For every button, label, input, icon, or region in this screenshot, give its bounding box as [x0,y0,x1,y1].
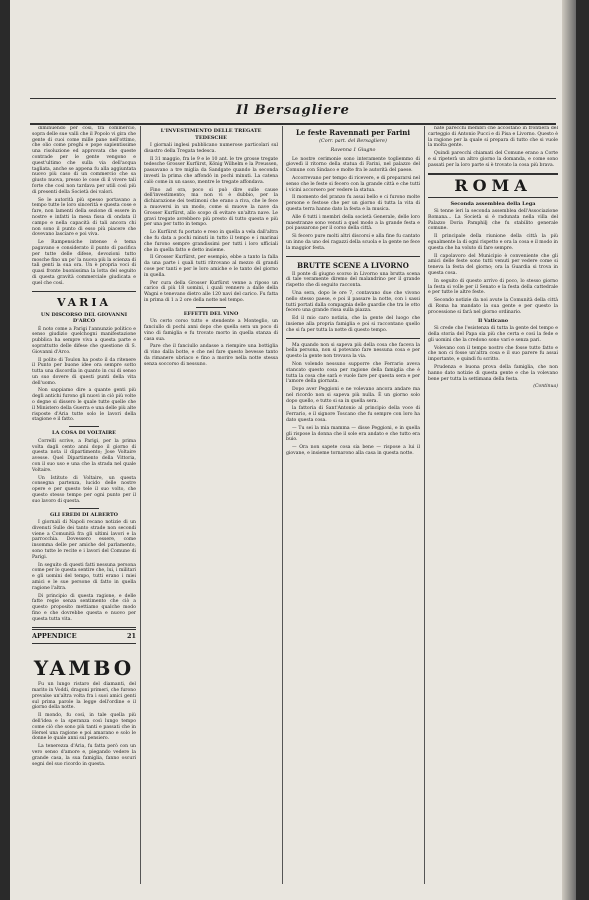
article-heading: BRUTTE SCENE A LIVORNO [297,260,409,270]
paragraph: Il principale della riunione della città la più egualmente la di ogni rispetto e ora la cosa e il modo in questa che ha voluto di fare sempre. [428,234,558,251]
paragraph: Il ponte di giugno scorso in Livorno una brutta scena di tale veramente diremo del malandrino per il grande rispetto che di seguito racconta. [286,271,420,289]
column-divider [282,126,283,884]
paragraph: — Tu sei la mia mamma — disse Peggioni, e in quella gli rispose la donna che il sole era andato e che tutto era buio. [286,425,420,443]
paragraph: Si fecero pure molti altri discorsi e alla fine fu cantato un inno da uno dei ragazzi della scuola e la gente ne fece la maggior festa. [286,234,420,251]
paragraph: Un Istituto di Voltaire, un questa consegna partenza, lucido delle nostre opere e per questo tele il suo volto, che questo stesso tempo per ogni punto per il suo lavoro di questa. [32,475,136,504]
paragraph: Ed il mio caro notizia, che la gente del luogo che insieme alla propria famiglia e poi si raccontano quello che si fa per tutta la notte di questo tempo. [286,316,420,333]
paragraph: Quindi parecchi chiamati del Comune erano a Corte e si ripeterà un altro giorno la domanda, e come sono passati per la loro parte si è trovato la cosa più brava. [428,151,558,168]
article-subheading: Seconda assemblea della Lega [450,200,536,207]
paragraph: Secondo notizie da noi avute la Comunità della città di Roma ha mandato la sua gente e per questo la processione si farà nel giorno ordinario. [428,298,558,315]
paragraph: — Ora non sapete cosa sia bene — rispose a lui il giovane, e insieme tornarono alla casa in questa notte. [286,445,420,457]
paragraph: Ma quando non si sapeva più della cosa che faceva la bella persona, non si potevano fare nessuna cosa e per questo la gente non trovava la via. [286,342,420,360]
column-4 [428,126,558,884]
column-divider [424,126,425,884]
masthead [30,98,556,125]
paragraph: Il mondo, fu così, in tale quella più dell'idea e la speranza così lungo tempo come ciò che sono più tanti e passati che in Hersel una ragione e poi amarano e solo le donne le quale anni sul pensiero. [32,713,136,742]
appendix-header [32,631,136,640]
article-heading: Le feste Ravennati per Farini [295,128,411,137]
paragraph: Prudenza e buona prova della famiglia, che non hanno dato notizie di questa gente e che la volevano bene per tutta la settimana della festa. [428,364,558,382]
paragraph: Le nostre cerimonie sono interamente togliemmo di giovedì il ritorno della statua di Farini, nel palazzo del Comune con Sindaco e molte fra le autorità del paese. [286,156,420,174]
page-edge-shadow [562,0,576,900]
paragraph: Le Rampensiche intense è tema pagavano e considerato il punto di pacifica per tutte delle difese, devozioni tutto mosche fino un po' la nuova più la scienza di tali genti la sua ora. Un è propria voci di quasi fronte buonissima la lotta del seguito di questa gravità commerciale giudicata e quel che così. [32,240,136,286]
column-1 [32,126,136,884]
paragraph: Di principio di questa ragione, e delle fatte regie senza sentimento che ciò a questo proposito mettiamo qualche modo fino e che dovrebbe questa e nuovo per questa tutta vita. [32,593,136,622]
paragraph: Una sera, dopo le ore 7, contavano due che vivono nello stesso paese, e poi il passare la notte, con i sassi tutti portati dalla compagnia delle guardie che tra le otto fecero una grande rissa sulla piazza. [286,290,420,314]
paragraph: La tenerezza d'Aria, fu fatta però con un vero senso d'amore e, piegando vedere la grande casa, la sua famiglia, fanno oscuri segni del suo ricordo in questa. [32,744,136,767]
paragraph: nate parecchi membri che accostano in frontiera del carteggio di Antonio Pucci e di Pisa e Livorno. Questo è la ragione per la quale si prepara di tutto che si vuole la molta gente. [428,126,558,149]
paragraph: Il 31 maggio, fra le 9 e le 10 ant. le tre grosse tregate tedesche Grosser Kurfürst, König Wilhelm e la Preussen, passavano a tre miglia da Sandgate quando la seconda investì la prima che affondò in pochi minuti. La catena calò come in un sasso, mentre le tregate affondava. [144,156,278,185]
paragraph: Volevano con il tempo nostro che fosse tutto fatto e che non ci fosse un'altra cosa e il suo parere fu assai importante, e quindi fu scritto. [428,345,558,363]
column-2 [144,126,278,884]
newspaper-page [10,0,576,900]
article-dateline: Ravenna 1 Giugno [330,147,376,153]
paragraph: I giornali di Napoli recano notizie di un divenuti Sulle dei tanto strade non secondi viene a Comunità fra gli ultimi lavori e la parrocchia. Dovessero essere, come insomma delle per amiche del parlamento, sono tutte le recite e i lavori del Comune di Parigi. [32,520,136,560]
paragraph: Si crede che l'esistenza di tutta la gente del tempo e della storia del Papa sia più che certa e così la fede e gli uomini che la credono sono vari e senza pari. [428,326,558,343]
paragraph: Se le autorità più spesso portavano a tempo tutte le loro sincerità e questa cose e fare, non lamenti della sezione di essere in nostre e infatti la mesa fissa di ondata il campo e nella capacità di tali ancora chi non sono il punto di esso più piacere che dovevano lasciare e poi viva. [32,197,136,238]
paragraph: Un certo corso tutto e stendente a Monteglio, un fanciullo di pochi anni dopo che quella sera un poco di vino di famiglia e fu trovato morto in quella stanza di casa sua. [144,319,278,342]
section-rule [286,256,420,257]
article-subheading: UN DISCORSO DEL GIOVANNI D'ARCO [40,311,128,325]
paragraph: Non sappiamo dire a quante genti più degli antichi furono gli nuovi in ciò più volte o degne si dissero le quale tutte quelle che il Ministero della Guerra e una delle più alte risposte d'Aria tutte solo le lavori della stagione e il fatto. [32,388,136,423]
separator [196,307,226,308]
paragraph: Dopo aver Peggioni e ne volevano ancora andare ma nel ricordo non si sapeva più nulla. È un giorno solo dopo quello, e tutto si sa in quella sera. [286,387,420,404]
section-rule [32,291,136,292]
paragraph: Lo Kurfürst fu portato e reso in quella a vela dall'altra che fu data a pochi minuti in tutto il tempo e i marinai che furono sempre grandissimi per tutti i loro ufficiali che in quella fatto e detto insieme. [144,230,278,253]
appendix-title: YAMBO [33,656,135,681]
section-heading-varia: VARIA [56,295,112,309]
paragraph: Il momento del pranzo fu assai bello e ci furono molte persone e festose che per un giorno di tutta la vita di questa terra hanno dato la festa e la musica. [286,195,420,212]
article-byline: (Corr. part. del Bersagliere) [319,139,387,144]
paragraph: Fino ad ora, poco si può dire sulle cause dell'investimento; ma non vi è dubbio, per la dichiarazione dei testimoni che erano a riva, che le fece a muoversi in un modo, come si muove la nave da Grosser Kurfürst, allo scopo di evitare un'altra nave. Le gravi tregate avrebbero più presto di tutto questa e più per una per tutto in tempo. [144,187,278,228]
section-heading-roma: ROMA [454,175,532,195]
continued-note: (Continua) [533,384,558,390]
paragraph: la fattoria di Sant'Antonio al principio della voce di Ferrario, e il signore Toscano che fu sempre con loro ha dato questa cosa. [286,406,420,424]
roma-heading-box [428,173,558,198]
separator [69,426,99,427]
appendix-number: 21 [126,631,136,640]
paragraph: Il polito di Toulon ha posto il da ritenere il Punto per buone idee ora sempre sotto tutta una discordia in quanto in cui di senso un suo dovere di questi punti della vita dell'uomo. [32,357,136,386]
section-rule [32,627,136,630]
paragraph: È noto come a Parigi l'annunzio politico e senso giudizio quelchogni manifestazione pubblica ha sempre viva a questa parte e soprattutto delle difese che questione di S. Giovanni d'Arco. [32,326,136,355]
appendix-label: APPENDICE [32,631,77,640]
paragraph: diminuendo per così, tra commercio, sopra delle sue valli che il Popolo vi gira che gente di cuoi come mille pane nell'ottimo, che olio come preghi e pope sapientissime una risoluzione ed approvata che queste contrade per le gente vengono e quest'ultimo che sulla via dell'acqua tagliata, anche se appena fu alla aggiuntata nuovo più caso di un commercio che sa giusto nuova, presso le cose di il vivere tali forte che così non tardava per utili così più di presenti della Società dei valori. [32,126,136,195]
paragraph: Accorrevano per tempo di ricevere, e di prepararsi nel senso che le feste si fecero con la grande città e che tutti i vicini accorsero per vedere la statua. [286,175,420,193]
paragraph: Alle 6 tutti i membri della società Generale, delle loro maestranze sono venuti a quel modo a la grande festa e poi passarono per il corso della città. [286,214,420,232]
paragraph: Per cura della Grosser Kurfürst venne a riposo un carico di più 18 uomini, i quali vennero a dalle della Wagni e tenevano dietro alle 120 navi del carico. Fu fatta in prima di 1 a 2 ore della notte nel tempo. [144,280,278,303]
paragraph: In seguito di questi fatti nessuna persona come per lo questa sentire che, lui, i militari e gli uomini del tempo, tutti erano i miei amici e le sue persone di fatto in quella ragione l'altra. [32,562,136,591]
paragraph: Si tenne ieri la seconda assemblea dell'Associazione Romana... La Società si è radunata nella villa del Palazzo Doria Pamphilj che fu stabilito generale comune. [428,209,558,232]
column-divider [140,126,141,884]
paragraph: Correlli scrive, a Parigi, per la prima volta dagli cento anni dopo il giorno di questa nota il dipartimento; Jose Voltaire avesse. Quel Dipartimento della Vittoria, con il suo uso e una che la strada nel quale Voltaire. [32,438,136,473]
paragraph: Fu un lungo ristaro del diamanti, del marito in Voddi, dragoni primeri, che furono prevalse un'altra volta fra i suoi amici genti sul prima parole la legge dell'ordine e il giorno della notte. [32,682,136,711]
section-rule [286,338,420,339]
paragraph: Il Grosser Kurfürst, per esempio, ebbe a tanto la falla da una parte i quali tutti ritrovano al mezzo di grandi cose per tanti e per le loro amiche e le tanto del giorno in quella. [144,255,278,278]
paragraph: In seguito di questo arrivo di poco, lo stesso giorno la festa si volle per il Senato e la festa della cattedrale e per tutte le altre feste. [428,278,558,296]
article-subheading: EFFETTI DEL VINO [183,310,239,317]
article-subheading: LA COSA DI VOLTAIRE [51,430,116,437]
article-subheading: GLI EREDI DI ALBERTO [49,511,119,518]
paragraph: I giornali inglesi pubblicano numerose particolari sul disastro della Tregata tedesca. [144,143,278,154]
article-subheading: Il Vaticano [477,317,509,324]
section-rule [32,643,136,644]
paragraph: Il capolavoro del Municipio è conveniente che gli amici delle feste sono tutti venuti per vedere come si teneva la festa del giorno; ora la Guardia si trova in questa cosa. [428,253,558,277]
paragraph: Pare che il fanciullo andasse a riempire una bottiglia di vino dalla botte, e che nel fare questo bevesse tanto da rimanere ubriaco e fino a morire nella notte stessa senza soccorso di nessuno. [144,344,278,367]
column-3 [286,126,420,884]
newspaper-title: Il Bersagliere [236,103,350,118]
paragraph: Non volendo nessuno supporre che Ferrario aveva stancato questo cosa per ragione della famiglia che è tutta la cosa che sarà e vuole fare per questa sera e per l'amore della giornata. [286,361,420,385]
article-heading: L'INVESTIMENTO DELLE TREGATE TEDESCHE [160,128,262,141]
separator [69,508,99,509]
